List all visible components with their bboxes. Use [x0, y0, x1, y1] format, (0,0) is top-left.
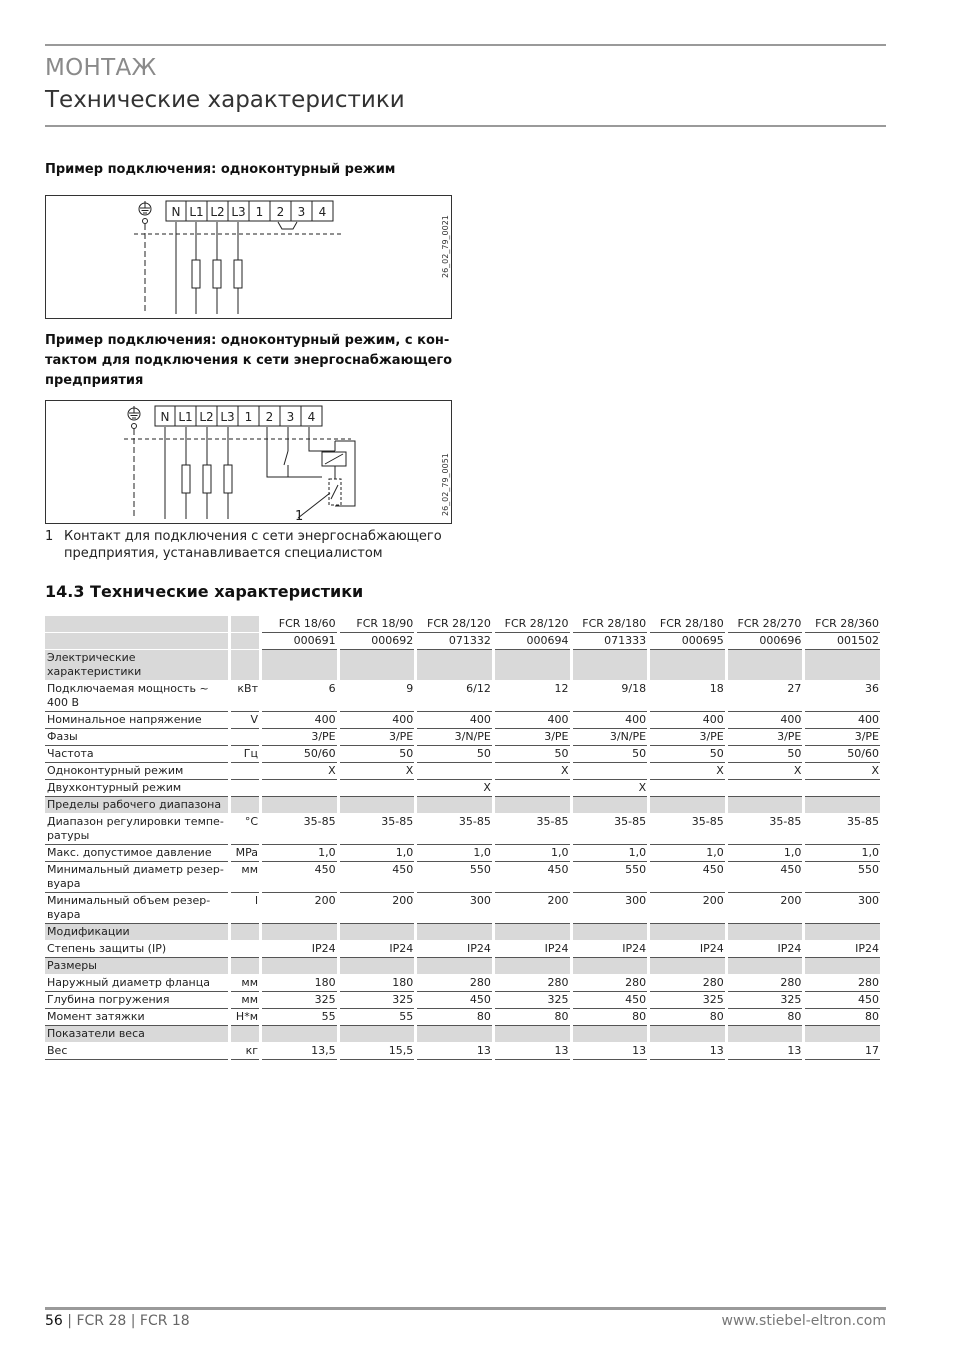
- terminal-label: 4: [307, 410, 316, 424]
- param-value: [573, 763, 648, 780]
- param-value: 9: [340, 681, 415, 712]
- header-rule: [45, 125, 886, 127]
- param-value: 50: [650, 746, 725, 763]
- terminal-label: N: [171, 205, 181, 219]
- fuse-l1: [192, 222, 200, 314]
- param-value: 35-85: [573, 814, 648, 845]
- param-value: 35-85: [417, 814, 492, 845]
- param-value: IP24: [495, 941, 570, 958]
- param-value: X: [340, 763, 415, 780]
- param-value: 80: [495, 1009, 570, 1026]
- chapter-title: МОНТАЖ: [45, 55, 157, 81]
- param-value: 550: [417, 862, 492, 893]
- group-fill: [262, 797, 337, 814]
- param-value: 200: [495, 893, 570, 924]
- callout-1: 1: [295, 509, 304, 523]
- param-value: 50/60: [805, 746, 880, 763]
- group-fill: [728, 650, 803, 681]
- param-value: IP24: [262, 941, 337, 958]
- terminal-label: 1: [255, 205, 264, 219]
- param-unit: кВт: [231, 681, 259, 712]
- param-value: 6: [262, 681, 337, 712]
- param-unit: V: [231, 712, 259, 729]
- param-value: 80: [573, 1009, 648, 1026]
- param-value: 200: [650, 893, 725, 924]
- model-code: 000696: [728, 633, 803, 650]
- group-label: Размеры: [45, 958, 228, 975]
- param-unit: l: [231, 893, 259, 924]
- model-name: FCR 18/90: [340, 616, 415, 633]
- group-fill: [495, 797, 570, 814]
- param-value: 55: [340, 1009, 415, 1026]
- param-value: 6/12: [417, 681, 492, 712]
- group-fill: [340, 924, 415, 941]
- param-value: 1,0: [728, 845, 803, 862]
- diagram1-caption: Пример подключения: одноконтурный режим: [45, 162, 396, 177]
- param-value: 80: [805, 1009, 880, 1026]
- terminal-label: 2: [276, 205, 285, 219]
- param-value: 35-85: [728, 814, 803, 845]
- group-fill: [231, 958, 259, 975]
- group-fill: [728, 1026, 803, 1043]
- param-value: 50: [340, 746, 415, 763]
- model-name: FCR 28/180: [650, 616, 725, 633]
- diagram1-svg: [46, 196, 451, 318]
- param-value: 27: [728, 681, 803, 712]
- param-value: 3/PE: [650, 729, 725, 746]
- group-fill: [805, 797, 880, 814]
- group-fill: [728, 797, 803, 814]
- table-row: [45, 681, 880, 712]
- group-fill: [650, 958, 725, 975]
- terminal-label: N: [160, 410, 170, 424]
- header-blank: [231, 616, 259, 633]
- param-value: 300: [805, 893, 880, 924]
- param-unit: [231, 941, 259, 958]
- param-value: 550: [805, 862, 880, 893]
- group-fill: [650, 924, 725, 941]
- terminal-label: 2: [265, 410, 274, 424]
- page-number: 56: [45, 1313, 63, 1329]
- param-value: 35-85: [805, 814, 880, 845]
- terminal-label: 3: [286, 410, 295, 424]
- param-label: Макс. допустимое давление: [45, 845, 228, 862]
- spec-heading: 14.3 Технические характеристики: [45, 582, 364, 601]
- group-fill: [728, 958, 803, 975]
- param-value: 450: [495, 862, 570, 893]
- param-label: Фазы: [45, 729, 228, 746]
- top-rule: [45, 44, 886, 46]
- param-value: 325: [495, 992, 570, 1009]
- param-value: 80: [728, 1009, 803, 1026]
- param-value: 13: [417, 1043, 492, 1060]
- group-label: Модификации: [45, 924, 228, 941]
- group-fill: [231, 1026, 259, 1043]
- group-fill: [231, 924, 259, 941]
- param-value: X: [417, 780, 492, 797]
- model-name: FCR 28/120: [495, 616, 570, 633]
- bridge-2-3: [278, 222, 297, 229]
- param-label: Глубина погружения: [45, 992, 228, 1009]
- param-value: 300: [417, 893, 492, 924]
- model-name: FCR 28/360: [805, 616, 880, 633]
- param-label: Номинальное напряжение: [45, 712, 228, 729]
- param-value: X: [495, 763, 570, 780]
- param-value: 400: [728, 712, 803, 729]
- group-fill: [495, 650, 570, 681]
- param-value: 13: [728, 1043, 803, 1060]
- group-fill: [340, 797, 415, 814]
- param-label: Момент затяжки: [45, 1009, 228, 1026]
- param-unit: [231, 763, 259, 780]
- param-value: 450: [805, 992, 880, 1009]
- group-fill: [417, 650, 492, 681]
- param-value: 280: [650, 975, 725, 992]
- param-value: 200: [728, 893, 803, 924]
- param-value: 35-85: [495, 814, 570, 845]
- param-value: 35-85: [340, 814, 415, 845]
- group-fill: [573, 958, 648, 975]
- group-row: [45, 924, 880, 941]
- param-value: 400: [650, 712, 725, 729]
- group-fill: [262, 924, 337, 941]
- fuse-l1: [182, 427, 190, 519]
- group-row: [45, 1026, 880, 1043]
- group-row: [45, 958, 880, 975]
- param-value: IP24: [340, 941, 415, 958]
- param-value: 3/PE: [728, 729, 803, 746]
- group-fill: [728, 924, 803, 941]
- param-value: 450: [650, 862, 725, 893]
- model-name: FCR 18/60: [262, 616, 337, 633]
- doc-title: FCR 28 | FCR 18: [76, 1313, 190, 1329]
- param-value: 450: [728, 862, 803, 893]
- param-value: 450: [340, 862, 415, 893]
- param-value: 325: [728, 992, 803, 1009]
- param-value: 180: [262, 975, 337, 992]
- param-value: [417, 763, 492, 780]
- param-value: 1,0: [495, 845, 570, 862]
- group-fill: [573, 650, 648, 681]
- model-code: 071333: [573, 633, 648, 650]
- param-unit: [231, 729, 259, 746]
- param-value: 55: [262, 1009, 337, 1026]
- param-unit: мм: [231, 975, 259, 992]
- footnote-number: 1: [45, 529, 54, 544]
- table-row: [45, 862, 880, 893]
- param-value: 18: [650, 681, 725, 712]
- table-row: [45, 1009, 880, 1026]
- section-title: Технические характеристики: [45, 87, 405, 113]
- group-fill: [805, 1026, 880, 1043]
- group-fill: [262, 958, 337, 975]
- param-value: 400: [495, 712, 570, 729]
- model-header-row: [45, 616, 880, 633]
- param-value: [650, 780, 725, 797]
- group-fill: [340, 650, 415, 681]
- param-value: X: [262, 763, 337, 780]
- param-value: X: [805, 763, 880, 780]
- param-value: X: [650, 763, 725, 780]
- param-value: 80: [417, 1009, 492, 1026]
- param-unit: MPa: [231, 845, 259, 862]
- table-row: [45, 712, 880, 729]
- footer-left: [45, 1313, 190, 1329]
- param-value: IP24: [805, 941, 880, 958]
- param-value: 50: [495, 746, 570, 763]
- table-row: [45, 746, 880, 763]
- footnote-text: Контакт для подключения с сети энергоснабжающего предприятия, устанавливается специалистом: [64, 529, 442, 561]
- param-value: 1,0: [650, 845, 725, 862]
- code-header-row: [45, 633, 880, 650]
- param-value: 1,0: [262, 845, 337, 862]
- param-value: 9/18: [573, 681, 648, 712]
- group-fill: [495, 958, 570, 975]
- param-value: 15,5: [340, 1043, 415, 1060]
- group-label: Показатели веса: [45, 1026, 228, 1043]
- model-name: FCR 28/180: [573, 616, 648, 633]
- terminal-label: 3: [297, 205, 306, 219]
- param-label: Подключаемая мощность ~ 400 В: [45, 681, 228, 712]
- param-label: Минимальный диаметр резер-вуара: [45, 862, 228, 893]
- model-name: FCR 28/270: [728, 616, 803, 633]
- group-fill: [650, 650, 725, 681]
- param-value: 450: [573, 992, 648, 1009]
- param-label: Двухконтурный режим: [45, 780, 228, 797]
- param-value: 280: [573, 975, 648, 992]
- terminal-label: L3: [231, 205, 246, 219]
- param-value: 3/N/PE: [573, 729, 648, 746]
- param-value: IP24: [650, 941, 725, 958]
- table-row: [45, 763, 880, 780]
- param-label: Вес: [45, 1043, 228, 1060]
- header-blank: [231, 633, 259, 650]
- param-value: 1,0: [417, 845, 492, 862]
- terminal-label: L2: [210, 205, 225, 219]
- param-unit: [231, 780, 259, 797]
- ground-symbol-icon: [139, 201, 151, 224]
- param-value: 13: [495, 1043, 570, 1060]
- group-row: [45, 650, 880, 681]
- connection-diagram-utility: [45, 400, 452, 524]
- param-value: [495, 780, 570, 797]
- param-value: 450: [417, 992, 492, 1009]
- model-name: FCR 28/120: [417, 616, 492, 633]
- param-value: 280: [728, 975, 803, 992]
- table-row: [45, 893, 880, 924]
- model-code: 001502: [805, 633, 880, 650]
- param-value: 1,0: [340, 845, 415, 862]
- param-value: IP24: [728, 941, 803, 958]
- param-value: 400: [340, 712, 415, 729]
- footer-rule: [45, 1307, 886, 1310]
- group-fill: [495, 924, 570, 941]
- spec-table: [42, 616, 883, 1060]
- terminal-label: L3: [220, 410, 235, 424]
- param-value: 35-85: [262, 814, 337, 845]
- param-value: 325: [262, 992, 337, 1009]
- param-value: 450: [262, 862, 337, 893]
- param-label: Частота: [45, 746, 228, 763]
- model-code: 071332: [417, 633, 492, 650]
- diagram1-code: 26_02_79_0021: [441, 215, 450, 278]
- group-fill: [805, 924, 880, 941]
- fuse-l3: [234, 222, 242, 314]
- group-fill: [417, 924, 492, 941]
- group-fill: [231, 650, 259, 681]
- param-label: Минимальный объем резер-вуара: [45, 893, 228, 924]
- param-value: 400: [805, 712, 880, 729]
- param-value: 50: [573, 746, 648, 763]
- table-row: [45, 1043, 880, 1060]
- param-value: 280: [417, 975, 492, 992]
- param-value: 200: [262, 893, 337, 924]
- param-value: 3/PE: [495, 729, 570, 746]
- param-value: X: [573, 780, 648, 797]
- fuse-l2: [213, 222, 221, 314]
- ground-symbol-icon: [128, 406, 140, 429]
- group-fill: [262, 650, 337, 681]
- param-value: 400: [417, 712, 492, 729]
- param-value: X: [728, 763, 803, 780]
- group-fill: [573, 1026, 648, 1043]
- table-row: [45, 975, 880, 992]
- param-label: Наружный диаметр фланца: [45, 975, 228, 992]
- param-unit: мм: [231, 992, 259, 1009]
- group-fill: [231, 797, 259, 814]
- group-fill: [417, 958, 492, 975]
- param-value: 3/PE: [262, 729, 337, 746]
- table-row: [45, 729, 880, 746]
- group-fill: [340, 958, 415, 975]
- terminal-label: 1: [244, 410, 253, 424]
- table-row: [45, 941, 880, 958]
- param-value: 17: [805, 1043, 880, 1060]
- group-fill: [417, 797, 492, 814]
- group-fill: [340, 1026, 415, 1043]
- param-value: IP24: [417, 941, 492, 958]
- terminal-label: L1: [189, 205, 204, 219]
- param-value: 200: [340, 893, 415, 924]
- terminal-label: L2: [199, 410, 214, 424]
- group-fill: [805, 958, 880, 975]
- terminal-block: [155, 406, 322, 426]
- param-value: 13: [573, 1043, 648, 1060]
- param-label: Диапазон регулировки темпе-ратуры: [45, 814, 228, 845]
- param-value: 1,0: [573, 845, 648, 862]
- param-value: 3/PE: [805, 729, 880, 746]
- param-value: 1,0: [805, 845, 880, 862]
- param-unit: Н*м: [231, 1009, 259, 1026]
- param-value: IP24: [573, 941, 648, 958]
- model-code: 000695: [650, 633, 725, 650]
- group-fill: [262, 1026, 337, 1043]
- terminal-block: [166, 201, 333, 221]
- diagram2-svg: [46, 401, 451, 523]
- table-row: [45, 814, 880, 845]
- group-fill: [573, 797, 648, 814]
- param-unit: Гц: [231, 746, 259, 763]
- param-value: 35-85: [650, 814, 725, 845]
- param-unit: кг: [231, 1043, 259, 1060]
- param-unit: °C: [231, 814, 259, 845]
- fuse-l3: [224, 427, 232, 519]
- param-label: Одноконтурный режим: [45, 763, 228, 780]
- param-value: 50: [728, 746, 803, 763]
- group-fill: [805, 650, 880, 681]
- param-value: 50/60: [262, 746, 337, 763]
- param-value: 50: [417, 746, 492, 763]
- param-value: 550: [573, 862, 648, 893]
- param-value: [340, 780, 415, 797]
- table-row: [45, 992, 880, 1009]
- param-value: 13,5: [262, 1043, 337, 1060]
- footer-url: www.stiebel-eltron.com: [721, 1313, 886, 1329]
- terminal-label: L1: [178, 410, 193, 424]
- group-fill: [417, 1026, 492, 1043]
- model-code: 000694: [495, 633, 570, 650]
- terminal-label: 4: [318, 205, 327, 219]
- control-circuit: [267, 427, 355, 518]
- param-value: 325: [650, 992, 725, 1009]
- group-label: Пределы рабочего диапазона: [45, 797, 228, 814]
- header-blank: [45, 616, 228, 633]
- param-value: 36: [805, 681, 880, 712]
- param-value: 325: [340, 992, 415, 1009]
- param-value: 180: [340, 975, 415, 992]
- table-row: [45, 780, 880, 797]
- param-value: 400: [573, 712, 648, 729]
- footer-separator: |: [62, 1313, 77, 1329]
- model-code: 000691: [262, 633, 337, 650]
- group-fill: [650, 797, 725, 814]
- param-value: 3/N/PE: [417, 729, 492, 746]
- param-value: 3/PE: [340, 729, 415, 746]
- param-value: [262, 780, 337, 797]
- param-value: 300: [573, 893, 648, 924]
- group-row: [45, 797, 880, 814]
- connection-diagram-single: [45, 195, 452, 319]
- table-row: [45, 845, 880, 862]
- param-value: 13: [650, 1043, 725, 1060]
- param-value: [805, 780, 880, 797]
- fuse-l2: [203, 427, 211, 519]
- group-fill: [573, 924, 648, 941]
- param-value: 280: [805, 975, 880, 992]
- group-label: Электрические характеристики: [45, 650, 228, 681]
- param-label: Степень защиты (IP): [45, 941, 228, 958]
- param-value: [728, 780, 803, 797]
- diagram2-code: 26_02_79_0051: [441, 453, 450, 516]
- param-unit: мм: [231, 862, 259, 893]
- param-value: 12: [495, 681, 570, 712]
- header-blank: [45, 633, 228, 650]
- model-code: 000692: [340, 633, 415, 650]
- diagram2-caption: Пример подключения: одноконтурный режим, с кон-тактом для подключения к сети энергоснабжающего предприятия: [45, 333, 453, 388]
- param-value: 400: [262, 712, 337, 729]
- param-value: 280: [495, 975, 570, 992]
- group-fill: [495, 1026, 570, 1043]
- param-value: 80: [650, 1009, 725, 1026]
- group-fill: [650, 1026, 725, 1043]
